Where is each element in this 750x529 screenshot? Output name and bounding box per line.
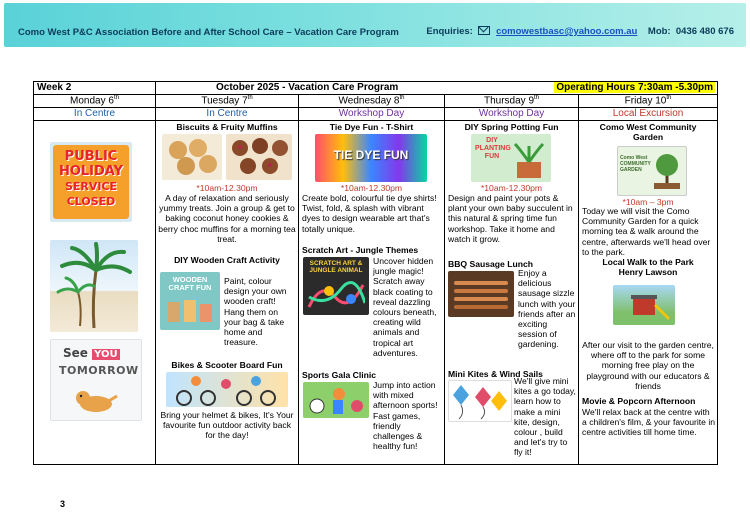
bbq-image bbox=[448, 271, 514, 317]
thursday-activity-1-time: *10am-12.30pm bbox=[480, 183, 543, 193]
thursday-activity-3-title: Mini Kites & Wind Sails bbox=[448, 369, 543, 379]
week-label: Week 2 bbox=[34, 82, 156, 95]
friday-activity-1-time: *10am – 3pm bbox=[622, 197, 674, 207]
days-row bbox=[34, 95, 718, 108]
wednesday-activity-1-time: *10am-12.30pm bbox=[340, 183, 403, 193]
tuesday-activity-2-title: DIY Wooden Craft Activity bbox=[174, 255, 280, 265]
day-thursday: Thursday 9th bbox=[445, 95, 579, 108]
sports-image bbox=[303, 382, 369, 418]
operating-hours-cell bbox=[556, 82, 718, 95]
thursday-activity-2-title: BBQ Sausage Lunch bbox=[448, 259, 533, 269]
type-monday: In Centre bbox=[34, 108, 156, 121]
friday-activity-3-desc: We'll relax back at the centre with a children's film, & your favourite in centre activities till home time. bbox=[582, 407, 716, 438]
tie-dye-image: TIE DYE FUN bbox=[315, 134, 427, 182]
kites-image bbox=[448, 380, 512, 422]
program-header-row bbox=[34, 82, 718, 95]
see-you-tomorrow-image: See YOU TOMORROW bbox=[50, 339, 142, 421]
wooden-craft-image: WOODEN CRAFT FUN bbox=[160, 272, 220, 330]
friday-cell bbox=[579, 122, 717, 464]
thursday-activity-2-desc: Enjoy a delicious sausage sizzle lunch with your friends after an exciting session of gardening. bbox=[518, 268, 576, 350]
wednesday-activity-3-desc: Jump into action with mixed afternoon sports! Fast games, friendly challenges & healthy fun! bbox=[373, 380, 438, 452]
program-table bbox=[33, 81, 718, 465]
type-friday: Local Excursion bbox=[579, 108, 718, 121]
planting-image: DIY PLANTING FUN bbox=[471, 134, 551, 182]
community-garden-image: Como West COMMUNITY GARDEN bbox=[617, 146, 687, 196]
tuesday-activity-1-time: *10am-12.30pm bbox=[196, 183, 258, 193]
thursday-activity-1-desc: Design and paint your pots & plant your own baby succulent in this natural & spring time fun workshop. Take it home and watch it grow. bbox=[448, 193, 573, 244]
day-friday: Friday 10th bbox=[579, 95, 718, 108]
tuesday-activity-1-title: Biscuits & Fruity Muffins bbox=[176, 122, 278, 132]
type-thursday: Workshop Day bbox=[445, 108, 579, 121]
day-type-row bbox=[34, 108, 718, 121]
public-holiday-image: PUBLIC HOLIDAY SERVICE CLOSED bbox=[50, 142, 132, 222]
header-banner bbox=[4, 3, 746, 47]
mob-label: Mob: bbox=[647, 26, 671, 37]
friday-activity-1-title: Como West Community Garden bbox=[599, 122, 697, 143]
header-title: Como West P&C Association Before and After School Care – Vacation Care Program bbox=[18, 27, 399, 38]
email-icon bbox=[478, 26, 490, 35]
mob-number: 0436 480 676 bbox=[675, 26, 734, 37]
wednesday-activity-2-title: Scratch Art - Jungle Themes bbox=[302, 245, 419, 255]
tuesday-activity-2-desc: Paint, colour design your own wooden craft! Hang them on your bag & take home and treasure. bbox=[224, 276, 287, 348]
park-image bbox=[613, 285, 675, 325]
muffins-image bbox=[226, 134, 292, 180]
friday-activity-3-title: Movie & Popcorn Afternoon bbox=[582, 396, 696, 406]
tuesday-cell bbox=[156, 122, 298, 464]
day-monday: Monday 6th bbox=[34, 95, 156, 108]
tuesday-activity-3-title: Bikes & Scooter Board Fun bbox=[171, 360, 283, 370]
program-title: October 2025 - Vacation Care Program bbox=[156, 82, 579, 95]
wednesday-activity-2-desc-top: Uncover hidden jungle magic! Scratch away black coating to reveal dazzling colours beneath, creating wild animals and tropical art adventures. bbox=[373, 256, 437, 358]
wednesday-activity-3-title: Sports Gala Clinic bbox=[302, 370, 377, 380]
palm-tree-image bbox=[50, 240, 138, 332]
wednesday-cell bbox=[299, 122, 444, 464]
day-tuesday: Tuesday 7th bbox=[156, 95, 299, 108]
email-link[interactable]: comowestbasc@yahoo.com.au bbox=[496, 26, 638, 37]
type-tuesday: In Centre bbox=[156, 108, 299, 121]
friday-activity-1-desc: Today we will visit the Como Community Garden for a quick morning tea & walk around the centre, afterwards we'll head over to the park. bbox=[582, 206, 711, 257]
thursday-activity-3-desc: We'll give mini kites a go today, learn how to make a mini kite, design, colour , build and let's try to fly it! bbox=[514, 376, 576, 458]
thursday-cell bbox=[445, 122, 578, 464]
monday-cell bbox=[34, 121, 155, 463]
bikes-image bbox=[166, 372, 288, 407]
friday-activity-2-desc: After our visit to the garden centre, where off to the park for some morning free play on the playground with our educators & friends bbox=[582, 340, 714, 391]
wednesday-activity-1-desc: Create bold, colourful tie dye shirts! Twist, fold, & splash with vibrant dyes to design wearable art that's totally unique. bbox=[302, 193, 437, 234]
wednesday-activity-1-title: Tie Dye Fun - T-Shirt bbox=[329, 122, 414, 132]
page-number: 3 bbox=[60, 499, 66, 509]
day-wednesday: Wednesday 8th bbox=[299, 95, 445, 108]
operating-hours: Operating Hours 7:30am -5.30pm bbox=[556, 82, 714, 93]
friday-activity-2-title: Local Walk to the Park Henry Lawson bbox=[602, 257, 694, 278]
scratch-art-image: SCRATCH ART & JUNGLE ANIMAL bbox=[303, 257, 369, 315]
cookies-image bbox=[162, 134, 222, 180]
type-wednesday: Workshop Day bbox=[299, 108, 445, 121]
header-contact bbox=[426, 26, 734, 37]
enquiries-label: Enquiries: bbox=[426, 26, 473, 37]
tuesday-activity-1-desc: A day of relaxation and seriously yummy treats. Join a group & get to baking coconut honey cookies & berry choc muffins for a morning tea treat. bbox=[158, 193, 296, 244]
thursday-activity-1-title: DIY Spring Potting Fun bbox=[464, 122, 559, 132]
tuesday-activity-3-desc: Bring your helmet & bikes, It's Your favourite fun outdoor activity back for the day! bbox=[160, 410, 294, 441]
